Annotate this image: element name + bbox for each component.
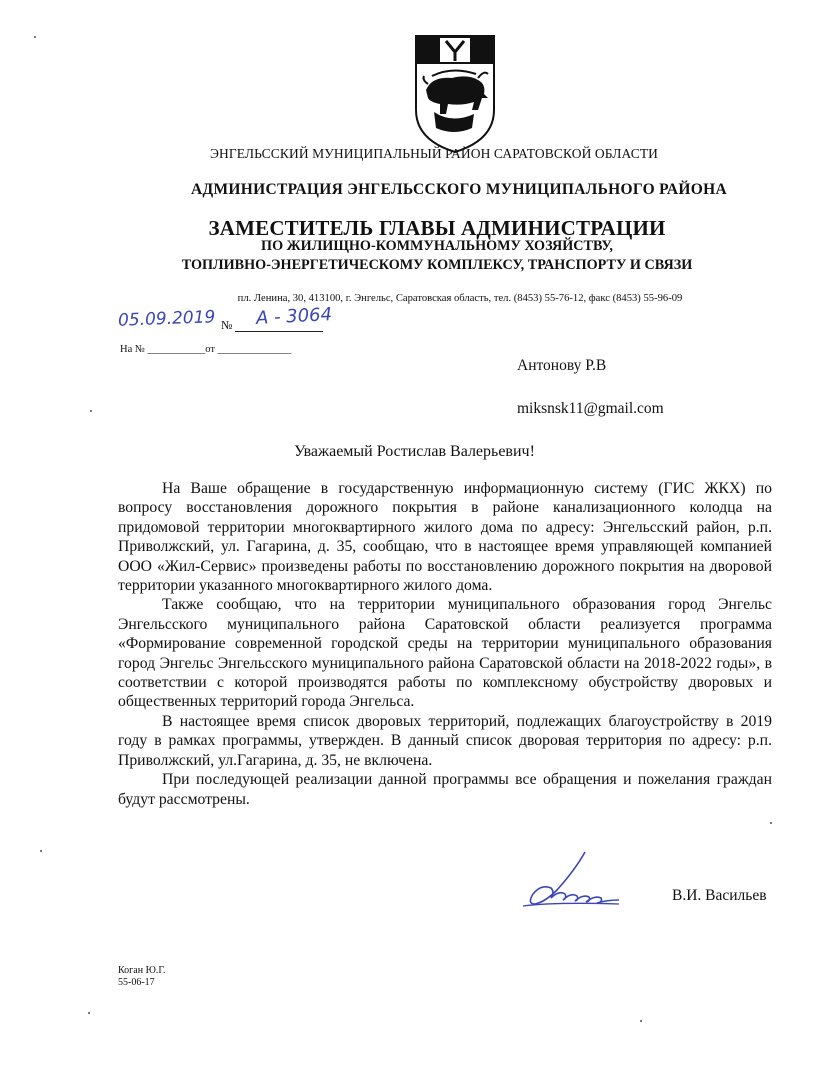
greeting: Уважаемый Ростислав Валерьевич!: [294, 443, 535, 460]
scan-speck: [90, 410, 92, 412]
registration-number: А - 3064: [255, 304, 333, 329]
scan-speck: [40, 850, 42, 852]
deputy-head-title: ЗАМЕСТИТЕЛЬ ГЛАВЫ АДМИНИСТРАЦИИ: [208, 216, 666, 240]
scan-speck: [34, 36, 36, 38]
department-line-1: ПО ЖИЛИЩНО-КОММУНАЛЬНОМУ ХОЗЯЙСТВУ,: [261, 238, 613, 254]
paragraph: В настоящее время список дворовых территорий, подлежащих благоустройству в 2019 году в рамках программы, утвержден. В данный список дворовая территория по адресу: р.п. Приволжский, ул.Гагарина, д. 35, не включена.: [118, 712, 772, 769]
reference-row: На № ___________от ______________: [120, 344, 292, 355]
executor-phone: 55-06-17: [118, 977, 155, 988]
letter-body: [118, 479, 772, 809]
district-line: ЭНГЕЛЬССКИЙ МУНИЦИПАЛЬНЫЙ РАЙОН САРАТОВСКОЙ ОБЛАСТИ: [209, 146, 659, 161]
scan-speck: [88, 1012, 90, 1014]
number-underline: [235, 331, 323, 332]
paragraph: Также сообщаю, что на территории муниципального образования город Энгельс Энгельсского муниципального района Саратовской области реализуется программа «Формирование современной городской среды на территории муниципального образования город Энгельс Энгельсского муниципального района Саратовской области на 2018-2022 годы», в соответствии с которой производятся работы по комплексному обустройству дворовых и общественных территорий города Энгельса.: [118, 596, 772, 711]
recipient-email: miksnsk11@gmail.com: [517, 400, 664, 417]
coat-of-arms-icon: [412, 32, 498, 156]
organization-address: пл. Ленина, 30, 413100, г. Энгельс, Саратовская область, тел. (8453) 55-76-12, факс (8453) 55-96-09: [237, 293, 683, 304]
department-line-2: ТОПЛИВНО-ЭНЕРГЕТИЧЕСКОМУ КОМПЛЕКСУ, ТРАНСПОРТУ И СВЯЗИ: [181, 257, 693, 273]
paragraph: На Ваше обращение в государственную информационную систему (ГИС ЖКХ) по вопросу восстановления дорожного покрытия в районе канализационного колодца на придомовой территории многоквартирного жилого дома по адресу: Энгельсский район, р.п. Приволжский, ул. Гагарина, д. 35, сообщаю, что в настоящее время управляющей компанией ООО «Жил-Сервис» произведены работы по восстановлению дорожного покрытия на дворовой территории указанного многоквартирного жилого дома.: [118, 480, 772, 595]
handwritten-signature: [515, 850, 625, 910]
scan-speck: [770, 822, 772, 824]
recipient-name: Антонову Р.В: [517, 357, 607, 374]
administration-title: АДМИНИСТРАЦИЯ ЭНГЕЛЬССКОГО МУНИЦИПАЛЬНОГО РАЙОНА: [191, 181, 727, 198]
registration-date: 05.09.2019: [117, 307, 216, 331]
signatory-name: В.И. Васильев: [672, 887, 767, 904]
number-label: №: [221, 318, 233, 332]
scan-speck: [640, 1020, 642, 1022]
executor-name: Коган Ю.Г.: [118, 965, 166, 976]
paragraph: При последующей реализации данной программы все обращения и пожелания граждан будут рассмотрены.: [118, 771, 772, 808]
